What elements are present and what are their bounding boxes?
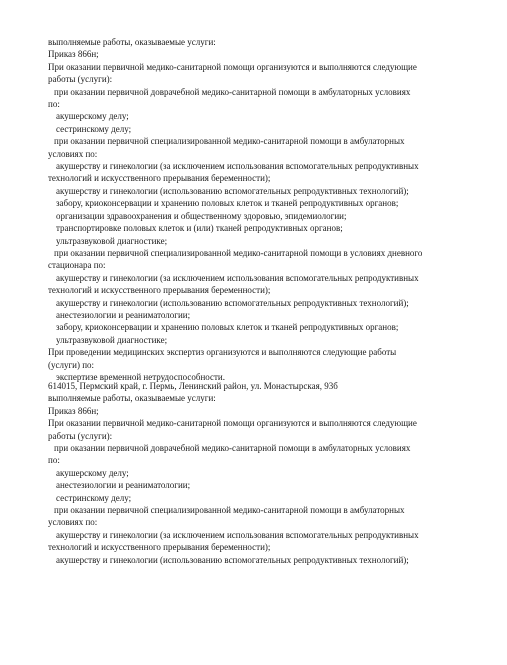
text-line: акушерству и гинекологии (за исключением использования вспомогательных репродуктивных [56,161,419,172]
text-line: При проведении медицинских экспертиз организуются и выполняются следующие работы [48,347,397,358]
text-line: акушерскому делу; [56,467,129,478]
license-section-1 [48,36,488,383]
text-line: при оказании первичной специализированной медико-санитарной помощи в амбулаторных [54,505,405,516]
text-line: технологий и искусственного прерывания беременности); [48,542,271,553]
text-line: выполняемые работы, оказываемые услуги: [48,393,216,404]
text-line: условиях по: [48,148,98,159]
text-line: стационара по: [48,260,106,271]
text-line: (услуги) по: [48,359,95,370]
text-line: условиях по: [48,517,98,528]
text-line: забору, криоконсервации и хранению половых клеток и тканей репродуктивных органов; [56,322,399,333]
text-line: При оказании первичной медико-санитарной помощи организуются и выполняются следующие [48,418,417,429]
text-line: технологий и искусственного прерывания беременности); [48,285,271,296]
text-line: транспортировке половых клеток и (или) тканей репродуктивных органов; [56,223,343,234]
text-line: Приказ 866н; [48,49,99,60]
text-line: по: [48,455,60,466]
text-line: работы (услуги): [48,430,113,441]
text-line: при оказании первичной специализированной медико-санитарной помощи в условиях дневного [54,247,423,258]
text-line: технологий и искусственного прерывания беременности); [48,173,271,184]
text-line: экспертизе временной нетрудоспособности. [56,371,225,382]
text-line: анестезиологии и реаниматологии; [56,480,191,491]
text-line: акушерству и гинекологии (за исключением использования вспомогательных репродуктивных [56,529,419,540]
text-line: акушерству и гинекологии (использованию вспомогательных репродуктивных технологий); [56,185,409,196]
text-line: ультразвуковой диагностике; [56,235,168,246]
text-line: забору, криоконсервации и хранению половых клеток и тканей репродуктивных органов; [56,198,399,209]
license-section-2 [48,380,488,566]
text-line: при оказании первичной доврачебной медико-санитарной помощи в амбулаторных условиях [54,443,411,454]
text-line: При оказании первичной медико-санитарной помощи организуются и выполняются следующие [48,61,417,72]
text-line: акушерству и гинекологии (использованию вспомогательных репродуктивных технологий); [56,554,409,565]
text-line: организации здравоохранения и общественному здоровью, эпидемиологии; [56,210,347,221]
text-line: акушерству и гинекологии (использованию вспомогательных репродуктивных технологий); [56,297,409,308]
text-line: сестринскому делу; [56,123,132,134]
text-line: при оказании первичной доврачебной медико-санитарной помощи в амбулаторных условиях [54,86,411,97]
text-line: анестезиологии и реаниматологии; [56,309,191,320]
text-line: Приказ 866н; [48,405,99,416]
text-line: по: [48,99,60,110]
text-line: ультразвуковой диагностике; [56,334,168,345]
text-line: акушерскому делу; [56,111,129,122]
text-line: сестринскому делу; [56,492,132,503]
text-line: акушерству и гинекологии (за исключением использования вспомогательных репродуктивных [56,272,419,283]
text-line: 614015, Пермский край, г. Пермь, Ленинский район, ул. Монастырская, 93б [48,381,338,391]
text-line: при оказании первичной специализированной медико-санитарной помощи в амбулаторных [54,136,405,147]
text-line: выполняемые работы, оказываемые услуги: [48,37,216,47]
text-line: работы (услуги): [48,74,113,85]
